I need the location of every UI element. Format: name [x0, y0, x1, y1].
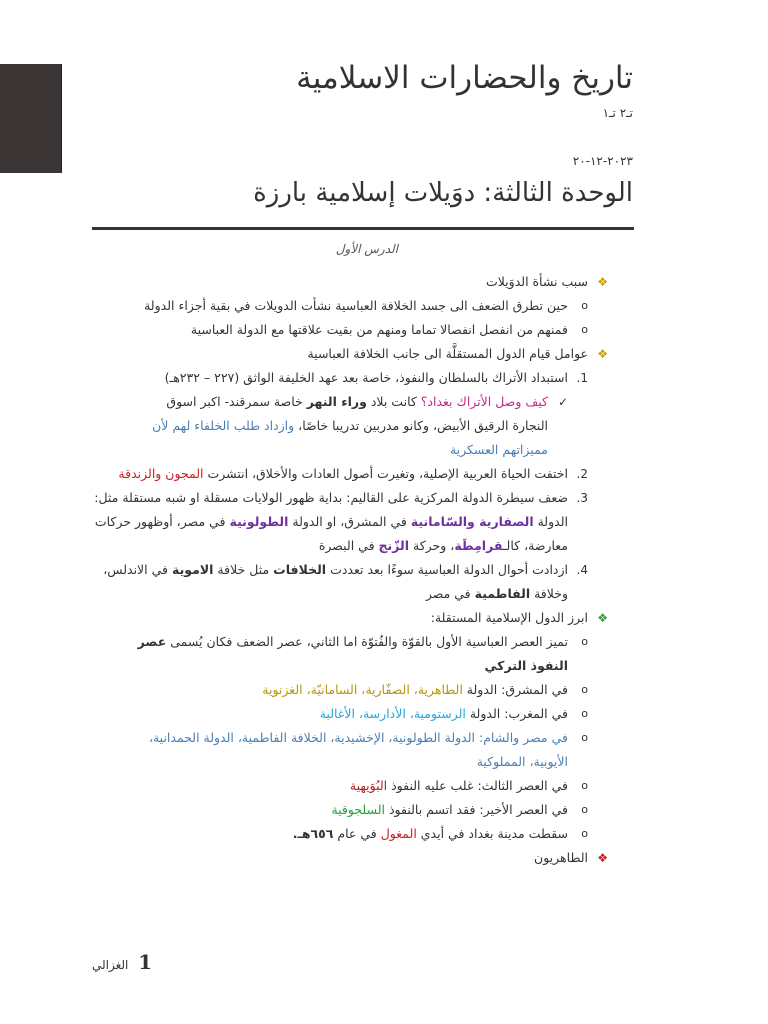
- page-footer: [92, 950, 152, 974]
- diamond-bullet-icon: ❖: [597, 347, 608, 361]
- numbered-item: 1. استبداد الأتراك بالسلطان والنفوذ، خاصة بعد عهد الخليفة الواثق (٢٢٧ – ٢٣٢هـ): [88, 366, 608, 390]
- circle-bullet-icon: o: [581, 707, 588, 720]
- section-heading: ❖ ابرز الدول الإسلامية المستقلة:: [88, 606, 608, 630]
- circle-bullet-icon: o: [581, 731, 588, 744]
- circle-bullet-icon: o: [581, 779, 588, 792]
- circle-bullet-icon: o: [581, 803, 588, 816]
- circle-bullet-icon: o: [581, 683, 588, 696]
- lesson-label: الدرس الأول: [335, 242, 398, 256]
- list-item: o فمنهم من انفصل انفصالا تماما ومنهم من بقيت علاقتها مع الدولة العباسية: [88, 318, 608, 342]
- divider: [92, 227, 634, 230]
- section-heading: ❖ سبب نشأة الدوَيلات: [88, 270, 608, 294]
- continuation-line: معارضة، كالـقرامِطَة، وحركة الزّنج في البصرة: [318, 538, 568, 553]
- circle-bullet-icon: o: [581, 323, 588, 336]
- item-number: 1.: [576, 371, 588, 385]
- continuation-line: النجارة الرقيق الأبيض، وكانو مدربين تدريبا خاصًا، وازداد طلب الخلفاء لهم لأن: [152, 418, 548, 433]
- numbered-item: 3. ضعف سيطرة الدولة المركزية على القاليم: بداية ظهور الولايات مسقلة او شبه مستقلة مثل:: [88, 486, 608, 510]
- sub-item: ✓ كيف وصل الأتراك بغداد؟ كانت بلاد وراء النهر خاصة سمرقند- اكبر اسوق: [88, 390, 608, 414]
- continuation-line: النفوذ التركي: [484, 658, 568, 673]
- section-heading: ❖ عوامل قيام الدول المستقلَّة الى جانب الخلافة العباسية: [88, 342, 608, 366]
- footer-author: الغزالي: [92, 958, 129, 972]
- circle-bullet-icon: o: [581, 827, 588, 840]
- continuation-line: الأيوبية، المملوكية: [476, 754, 568, 769]
- continuation-line: وخلافة الفاطمية في مصر: [425, 586, 568, 601]
- date: ٢٠٢٣-١٢-٢٠: [572, 154, 633, 168]
- list-item: o في العصر الثالث: غلب عليه النفوذ البُوَيهية: [88, 774, 608, 798]
- item-number: 3.: [576, 491, 588, 505]
- list-item: o في العصر الأخير: فقد اتسم بالنفوذ السلجوقية: [88, 798, 608, 822]
- side-block: [0, 64, 62, 173]
- page-subtitle: تـ٢ تـ١: [602, 106, 633, 120]
- section-heading: ❖ الطاهريون: [88, 846, 608, 870]
- list-item: o حين تطرق الضعف الى جسد الخلافة العباسية نشأت الدويلات في بقية أجزاء الدولة: [88, 294, 608, 318]
- list-item: o في المشرق: الدولة الطاهرية، الصفّارية، السامانيّة، الغزنوية: [88, 678, 608, 702]
- continuation-line: الدولة الصفارية والسّامانية في المشرق، او الدولة الطولونية في مصر، أوظهور حركات: [94, 514, 568, 529]
- diamond-bullet-icon: ❖: [597, 611, 608, 625]
- circle-bullet-icon: o: [581, 635, 588, 648]
- unit-title: الوحدة الثالثة: دوَيلات إسلامية بارزة: [253, 178, 633, 208]
- page-title: تاريخ والحضارات الاسلامية: [296, 60, 633, 96]
- item-number: 2.: [576, 467, 588, 481]
- list-item: o تميز العصر العباسية الأول بالقوّة والفُتوّة اما الثاني، عصر الضعف فكان يُسمى عصر: [88, 630, 608, 654]
- continuation-line: مميزاتهم العسكرية: [449, 442, 548, 457]
- list-item: o سقطت مدينة بغداد في أيدي المغول في عام ٦٥٦هـ.: [88, 822, 608, 846]
- lesson-content: [88, 270, 608, 870]
- numbered-item: 2. اختفت الحياة العربية الإصلية، وتغيرت أصول العادات والأخلاق، انتشرت المجون والزندقة: [88, 462, 608, 486]
- page-number: 1: [138, 950, 153, 974]
- diamond-bullet-icon: ❖: [597, 851, 608, 865]
- diamond-bullet-icon: ❖: [597, 275, 608, 289]
- item-number: 4.: [576, 563, 588, 577]
- list-item: o في المغرب: الدولة الرستومية، الأدارسة، الأغالبة: [88, 702, 608, 726]
- check-icon: ✓: [557, 395, 568, 409]
- numbered-item: 4. ازدادت أحوال الدولة العباسية سوءًا بعد تعددت الخلافات مثل خلافة الاموية في الاندلس،: [88, 558, 608, 582]
- list-item: o في مصر والشام: الدولة الطولونية، الإخشيدية، الخلافة الفاطمية، الدولة الحمدانية،: [88, 726, 608, 750]
- circle-bullet-icon: o: [581, 299, 588, 312]
